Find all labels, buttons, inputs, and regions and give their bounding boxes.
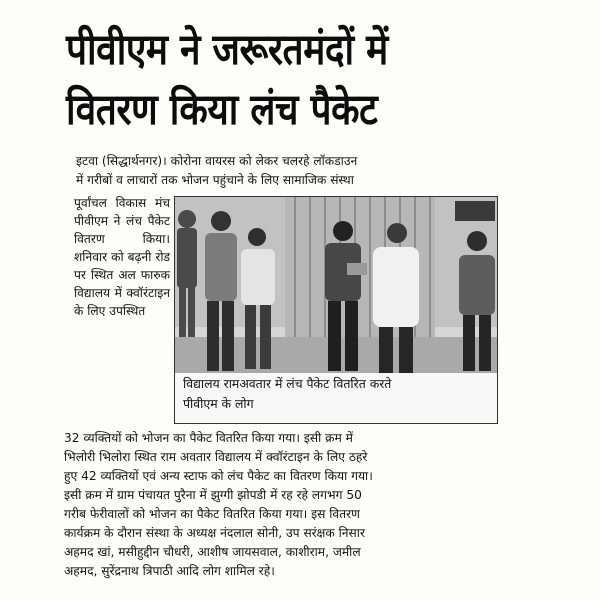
body-line-1: 32 व्यक्तियों को भोजन का पैकेट वितरित किया गया। इसी क्रम में	[64, 431, 353, 445]
body-line-5: गरीब फेरीवालों को भोजन का पैकेट वितरित किया गया। इस वितरण	[64, 507, 360, 521]
headline-line-2: वितरण किया लंच पैकेट	[66, 85, 378, 135]
intro-line-2: में गरीबों व लाचारों तक भोजन पहुंचाने के लिए सामाजिक संस्था	[76, 173, 354, 187]
intro-line-1: इटवा (सिद्धार्थनगर)। कोरोना वायरस को लेकर चलरहे लॉकडाउन	[76, 154, 358, 168]
news-photo	[174, 196, 498, 424]
body-line-3: हुए 42 व्यक्तियों एवं अन्य स्टाफ को लंच पैकेट का वितरण किया गया।	[64, 469, 373, 483]
body-line-4: इसी क्रम में ग्राम पंचायत पुरैना में झुग्गी झोपडी में रह रहे लगभग 50	[64, 488, 362, 502]
photo-caption-line-2: पीवीएम के लोग	[183, 396, 254, 411]
narrow-text-column: पूर्वांचल विकास मंच पीवीएम ने लंच पैकेट वितरण किया। शनिवार को बढ़नी रोड पर स्थित अल फारुक विद्यालय में क्वॉरंटाइन के लिए उपस्थित	[74, 196, 170, 318]
body-line-2: भिलोरी भिलोरा स्थित राम अवतार विद्यालय में क्वॉरंटाइन के लिए ठहरे	[64, 450, 368, 464]
body-line-7: अहमद खां, मसीहुद्दीन चौधरी, आशीष जायसवाल, काशीराम, जमील	[64, 545, 361, 559]
headline-line-1: पीवीएम ने जरूरतमंदों में	[66, 25, 388, 75]
photo-caption-line-1: विद्यालय रामअवतार में लंच पैकेट वितरित करते	[183, 376, 392, 391]
body-line-6: कार्यक्रम के दौरान संस्था के अध्यक्ष नंदलाल सोनी, उप सरंक्षक निसार	[64, 526, 365, 540]
body-line-8: अहमद, सुरेंद्रनाथ त्रिपाठी आदि लोग शामिल रहे।	[64, 564, 275, 578]
